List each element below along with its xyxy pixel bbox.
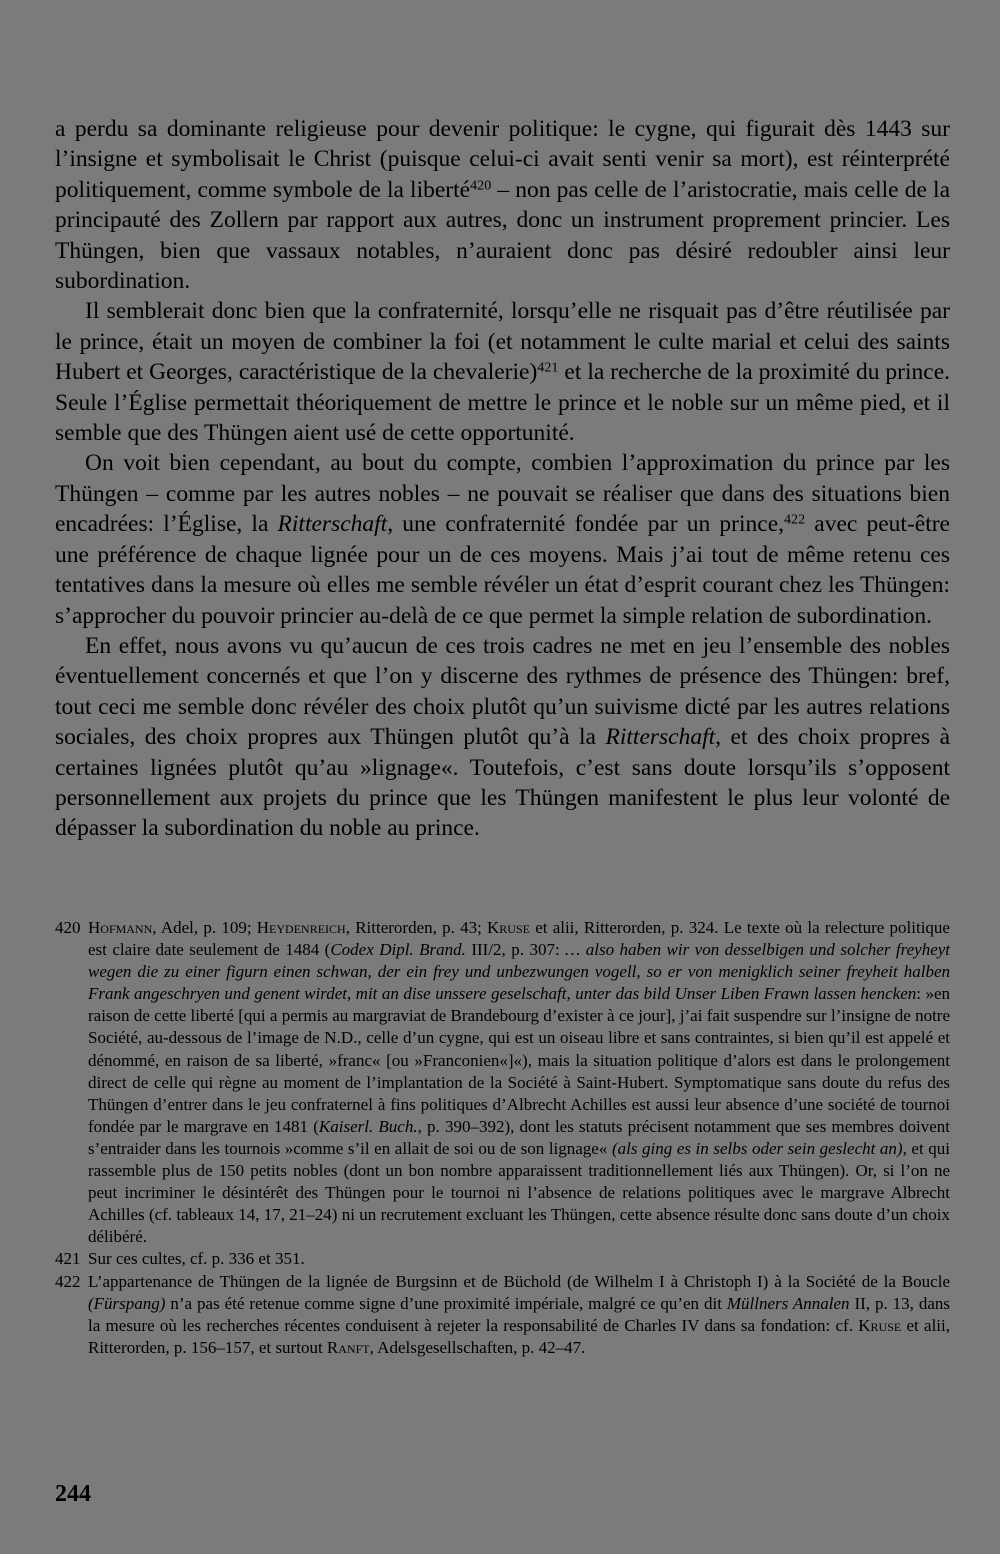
author-name: Kruse xyxy=(858,1315,902,1335)
footnote-text: Sur ces cultes, cf. p. 336 et 351. xyxy=(88,1249,305,1269)
footnote-text xyxy=(88,1271,950,1359)
paragraph-1 xyxy=(55,114,950,296)
footnote-number: 422 xyxy=(55,1271,81,1291)
author-name: Hofmann xyxy=(88,918,153,937)
text-span: En effet, nous avons vu qu’aucun de ces trois cadres ne met en jeu l’ensemble des nobles éventuellement concernés et que l’on y discerne des rythmes de présence des Thüngen: bref, tout ceci me semble donc révéler des choix plutôt qu’un suivisme dicté par les autres relations sociales, des choix propres aux Thüngen plutôt qu’à la xyxy=(55,632,950,751)
text-span: L’appartenance de Thüngen de la lignée de Burgsinn et de Büchold (de Wilhelm I à Christoph I) à la Société de la Boucle xyxy=(88,1271,950,1291)
italic-title: Müllners Annalen xyxy=(726,1293,850,1313)
paragraph-3 xyxy=(55,448,950,630)
footnote-number: 421 xyxy=(55,1249,81,1269)
text-span: avec peut-être une préférence de chaque lignée pour un de ces moyens. Mais j’ai tout de même retenu ces tentatives dans la mesure où elles me semble révéler un état d’esprit courant chez les Thüngen: s’approcher du pouvoir princier au-delà de ce que permet la simple relation de subordination. xyxy=(55,511,950,629)
text-span: , une confraternité fondée par un prince, xyxy=(387,511,784,538)
main-text xyxy=(55,114,950,844)
italic-quote: … also haben wir von desselbigen und solcher freyheyt wegen die zu einer figurn einen schwan, der ein frey und unbezwungen vogell, so er von menigklich seiner freyheit halben Frank angeschryen und genent wirdet, mit an dise unssere geselschaft, unter das bild Unser Liben Frawn lassen hencken xyxy=(88,940,951,1004)
paragraph-4 xyxy=(55,631,950,844)
page-number: 244 xyxy=(55,1481,91,1507)
paragraph-2 xyxy=(55,296,950,448)
italic-title: Kaiserl. Buch. xyxy=(318,1116,418,1136)
author-name: Ranft xyxy=(326,1337,370,1357)
italic-term: Ritterschaft xyxy=(277,511,388,538)
footnote-ref-422[interactable]: 422 xyxy=(784,511,806,528)
text-span: , Ritterorden, p. 43; xyxy=(345,918,488,937)
text-span: , Adelsgesellschaften, p. 42–47. xyxy=(369,1337,586,1357)
author-name: Kruse xyxy=(487,918,530,937)
text-span: n’a pas été retenue comme signe d’une proximité impériale, malgré ce qu’en dit xyxy=(165,1293,727,1313)
text-span: : »en raison de cette liberté [qui a permis au margraviat de Brandebourg d’exister à ce jour], j’ai fait suspendre sur l’insigne de notre Société, au-dessous de l’image de N.D., celle d’un cygne, qui est un oiseau libre et sans contraintes, si bien qu’il est appelé et dénommé, en raison de sa liberté, »franc« [ou »Franconien«]«), mais la situation politique d’alors est dans le prolongement direct de celle qui règne au moment de l’implantation de la Société à Saint-Hubert. Symptomatique sans doute du refus des Thüngen d’entrer dans le jeu confraternel à fins politiques d’Albrecht Achilles est aussi leur absence d’une société de tournoi fondée par le margrave en 1481 ( xyxy=(88,984,950,1136)
text-span: et la recherche de la proximité du prince. Seule l’Église permettait théoriquement de mettre le prince et le noble sur un même pied, et il semble que des Thüngen aient usé de cette opportunité. xyxy=(55,359,950,447)
footnote-ref-421[interactable]: 421 xyxy=(537,359,559,376)
text-span: On voit bien cependant, au bout du compte, combien l’approximation du prince par les Thüngen – comme par les autres nobles – ne pouvait se réaliser que dans des situations bien encadrées: l’Église, la xyxy=(55,450,950,538)
text-span: et alii, Ritterorden, p. 324. Le texte où la relecture politique est claire date seulement de 1484 ( xyxy=(88,918,950,960)
text-span: II, p. 13, dans la mesure où les recherches récentes conduisent à rejeter la responsabilité de Charles IV dans sa fondation: cf. xyxy=(88,1293,951,1335)
italic-term: (Fürspang) xyxy=(88,1293,166,1313)
text-span: , et qui rassemble plus de 150 petits nobles (dont un bon nombre apparaissent traditionnellement liés aux Thüngen). Or, si l’on ne peut incriminer le désintérêt des Thüngen pour le tournoi ni l’absence de relations politiques avec le margrave Albrecht Achilles (cf. tableaux 14, 17, 21–24) ni un recrutement excluant les Thüngen, cette absence résulte donc sans doute d’un choix délibéré. xyxy=(88,1138,950,1247)
footnote-422 xyxy=(55,1271,950,1359)
text-span: Il semblerait donc bien que la confraternité, lorsqu’elle ne risquait pas d’être réutilisée par le prince, était un moyen de combiner la foi (et notamment le culte marial et celui des saints Hubert et Georges, caractéristique de la chevalerie) xyxy=(55,298,950,386)
italic-title: Codex Dipl. Brand. xyxy=(330,940,466,960)
text-span: – non pas celle de l’aristocratie, mais celle de la principauté des Zollern par rapport aux autres, donc un instrument proprement princier. Les Thüngen, bien que vassaux notables, n’auraient donc pas désiré redoubler ainsi leur subordination. xyxy=(55,176,950,295)
author-name: Heydenreich xyxy=(256,918,346,937)
italic-quote: (als ging es in selbs oder sein geslecht an) xyxy=(611,1138,903,1158)
text-span: , p. 390–392), dont les statuts précisent notamment que ses membres doivent s’entraider dans les tournois »comme s’il en allait de soi ou de son lignage« xyxy=(88,1116,951,1158)
footnote-ref-420[interactable]: 420 xyxy=(470,177,492,194)
footnote-text xyxy=(88,917,950,1248)
text-span: a perdu sa dominante religieuse pour devenir politique: le cygne, qui figurait dès 1443 sur l’insigne et symbolisait le Christ (puisque celui-ci avait senti venir sa mort), est réinterprété politiquement, comme symbole de la liberté xyxy=(55,116,950,203)
italic-term: Ritterschaft xyxy=(605,724,716,751)
text-span: III/2, p. 307: xyxy=(465,940,566,960)
footnote-421 xyxy=(55,1248,950,1270)
text-span: et alii, Ritterorden, p. 156–157, et surtout xyxy=(88,1315,951,1357)
text-span: , et des choix propres à certaines lignées plutôt qu’au »lignage«. Toutefois, c’est sans doute lorsqu’ils s’opposent personnellement aux projets du prince que les Thüngen manifestent le plus leur volonté de dépasser la subordination du noble au prince. xyxy=(55,724,951,842)
footnote-number: 420 xyxy=(55,918,81,937)
footnote-420 xyxy=(55,917,950,1248)
text-span: , Adel, p. 109; xyxy=(152,918,257,937)
footnotes xyxy=(55,917,950,1359)
